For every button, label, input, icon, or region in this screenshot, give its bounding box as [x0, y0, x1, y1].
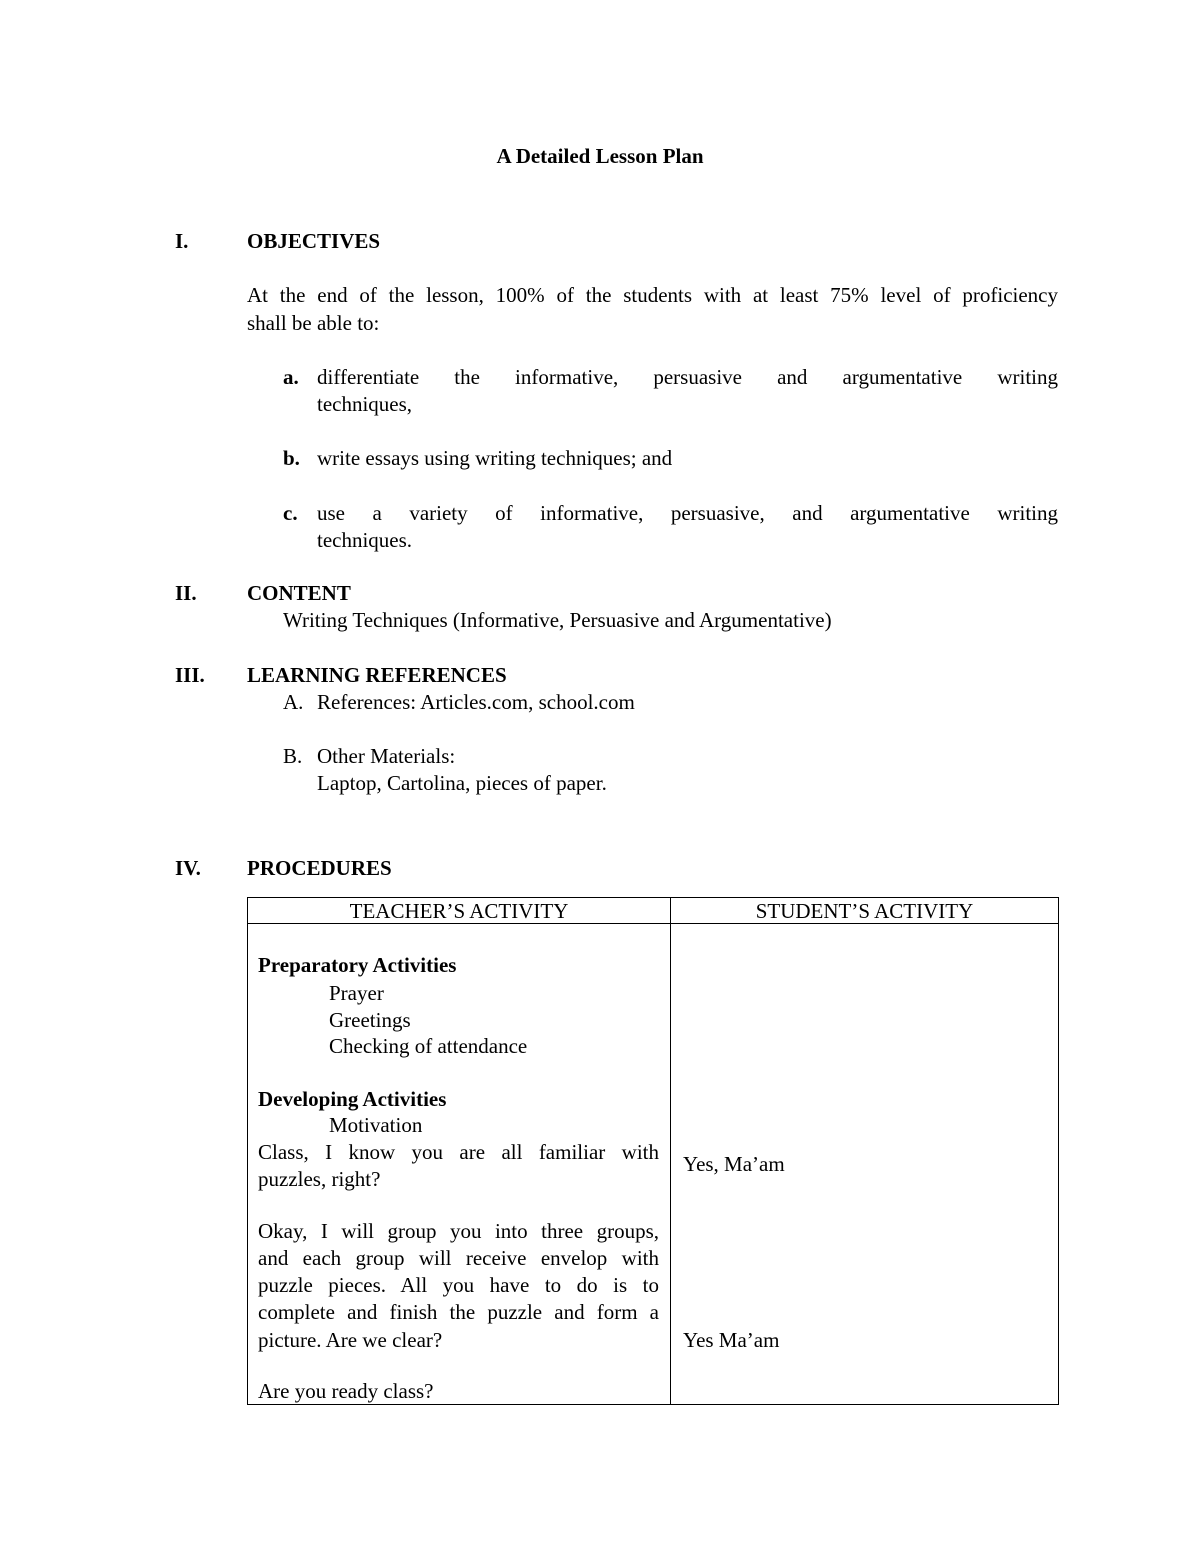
section-heading-references: LEARNING REFERENCES — [247, 663, 507, 687]
reference-b-text2: Laptop, Cartolina, pieces of paper. — [317, 771, 607, 795]
document-title: A Detailed Lesson Plan — [496, 144, 704, 168]
prep-item-greetings: Greetings — [329, 1008, 411, 1032]
section-heading-objectives: OBJECTIVES — [247, 229, 381, 253]
teacher-line-familiar: Class, I know you are all familiar with — [258, 1140, 659, 1164]
table-header-teacher: TEACHER’S ACTIVITY — [349, 899, 569, 923]
dev-item-motivation: Motivation — [329, 1113, 423, 1137]
objective-marker-b: b. — [283, 446, 300, 470]
teacher-line-puzzles: puzzles, right? — [258, 1167, 381, 1191]
teacher-line-group2: and each group will receive envelop with — [258, 1246, 659, 1270]
student-response-1: Yes, Ma’am — [683, 1152, 785, 1176]
objective-b-line1: write essays using writing techniques; and — [317, 446, 673, 470]
prep-item-attendance: Checking of attendance — [329, 1034, 528, 1058]
prep-activities-heading: Preparatory Activities — [258, 953, 457, 977]
prep-item-prayer: Prayer — [329, 981, 384, 1005]
table-header-student: STUDENT’S ACTIVITY — [755, 899, 974, 923]
dev-activities-heading: Developing Activities — [258, 1087, 447, 1111]
objective-marker-a: a. — [283, 365, 299, 389]
objective-marker-c: c. — [283, 501, 298, 525]
objective-c-line1: use a variety of informative, persuasive, and argumentative writing — [317, 501, 1058, 525]
student-response-2: Yes Ma’am — [683, 1328, 780, 1352]
teacher-line-group3: puzzle pieces. All you have to do is to — [258, 1273, 659, 1297]
table-column-divider — [670, 897, 671, 1405]
reference-marker-a: A. — [283, 690, 304, 714]
section-numeral-content: II. — [175, 581, 197, 605]
teacher-line-group1: Okay, I will group you into three groups, — [258, 1219, 659, 1243]
section-heading-content: CONTENT — [247, 581, 351, 605]
teacher-line-ready: Are you ready class? — [258, 1379, 434, 1403]
objectives-intro-line1: At the end of the lesson, 100% of the students with at least 75% level of proficiency — [247, 283, 1058, 307]
section-numeral-references: III. — [175, 663, 205, 687]
objective-c-line2: techniques. — [317, 528, 413, 552]
teacher-line-clear: picture. Are we clear? — [258, 1328, 443, 1352]
reference-a-text: References: Articles.com, school.com — [317, 690, 635, 714]
teacher-line-group4: complete and finish the puzzle and form a — [258, 1300, 659, 1324]
section-numeral-procedures: IV. — [175, 856, 201, 880]
reference-b-text: Other Materials: — [317, 744, 456, 768]
objective-a-line1: differentiate the informative, persuasive and argumentative writing — [317, 365, 1058, 389]
section-numeral-objectives: I. — [175, 229, 189, 253]
content-text: Writing Techniques (Informative, Persuasive and Argumentative) — [283, 608, 832, 632]
objective-a-line2: techniques, — [317, 392, 413, 416]
objectives-intro-line2: shall be able to: — [247, 311, 380, 335]
section-heading-procedures: PROCEDURES — [247, 856, 392, 880]
reference-marker-b: B. — [283, 744, 303, 768]
